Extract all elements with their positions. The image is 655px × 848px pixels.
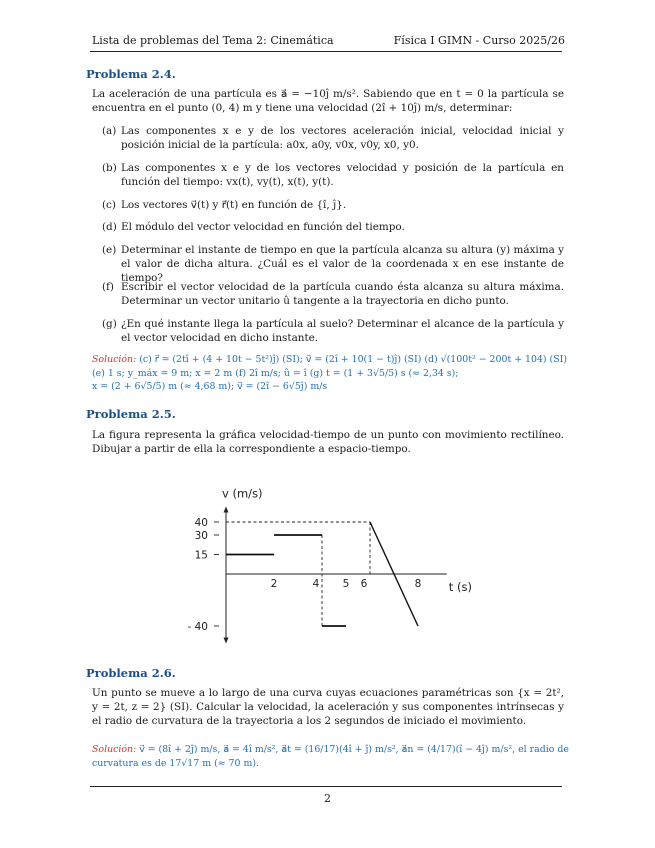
item-text: ¿En qué instante llega la partícula al suelo? Determinar el alcance de la partícula y el vector velocidad en dicho instante. <box>121 318 564 344</box>
solution-label: Solución: <box>92 354 137 365</box>
problem-2-6-solution <box>92 743 569 770</box>
y-axis-label: v (m/s) <box>222 486 263 501</box>
item-label: (d) <box>102 221 117 233</box>
item-label: (a) <box>102 125 117 137</box>
item-text: Las componentes x e y de los vectores aceleración inicial, velocidad inicial y posición inicial de la partícula: a0x, a0y, v0x, v0y, x0, y0. <box>121 125 564 151</box>
x-tick-label-5: 5 <box>342 578 350 590</box>
solution-line-1 <box>92 743 569 757</box>
solution-line-3: x = (2 + 6√5/5) m (≈ 4,68 m); v⃗ = (2î − 6√5ĵ) m/s <box>92 381 328 392</box>
y-tick-label-30: 30 <box>194 530 208 542</box>
item-label: (b) <box>102 162 117 174</box>
item-text: Escribir el vector velocidad de la partícula cuando ésta alcanza su altura máxima. Determinar un vector unitario û tangente a la trayectoria en dicho punto. <box>121 281 564 307</box>
y-axis-arrow-down <box>224 638 229 644</box>
y-axis-arrow-up <box>224 507 229 513</box>
header-right: Física I GIMN - Curso 2025/26 <box>393 34 565 47</box>
solution-line-2: curvatura es de 17√17 m (≈ 70 m). <box>92 757 259 769</box>
x-tick-label-6: 6 <box>360 578 368 590</box>
problem-2-5-statement: La figura representa la gráfica velocidad-tiempo de un punto con movimiento rectilíneo. Dibujar a partir de ella la correspondiente a espacio-tiempo. <box>92 429 564 455</box>
problem-2-4-statement: La aceleración de una partícula es a⃗ = −10ĵ m/s². Sabiendo que en t = 0 la partícula se encuentra en el punto (0, 4) m y tiene una velocidad (2î + 10ĵ) m/s, determinar: <box>92 88 564 114</box>
y-tick-label--40: - 40 <box>188 621 208 633</box>
header-left: Lista de problemas del Tema 2: Cinemática <box>92 34 334 47</box>
solution-line-1 <box>92 353 567 367</box>
problem-2-4-title: Problema 2.4. <box>86 67 176 81</box>
y-tick-label-15: 15 <box>194 549 208 562</box>
header-rule <box>90 51 562 52</box>
solution-text: (c) r⃗ = (2tî + (4 + 10t − 5t²)ĵ) (SI); v⃗ = (2î + 10(1 − t)ĵ) (SI) (d) √(100t² − 200t + 104) (SI) <box>139 354 567 365</box>
item-text: El módulo del vector velocidad en función del tiempo. <box>121 221 405 233</box>
item-label: (e) <box>102 244 117 256</box>
problem-2-6-title: Problema 2.6. <box>86 666 176 680</box>
solution-line-2: (e) 1 s; y_máx = 9 m; x = 2 m (f) 2î m/s; û = î (g) t = (1 + 3√5/5) s (≈ 2,34 s); <box>92 367 459 379</box>
item-label: (f) <box>102 281 114 293</box>
x-tick-label-2: 2 <box>270 578 278 590</box>
item-label: (g) <box>102 318 117 330</box>
velocity-time-graph <box>188 470 488 660</box>
footer-rule <box>90 786 562 787</box>
problem-2-4-solution <box>92 353 567 394</box>
y-tick-label-40: 40 <box>194 517 208 529</box>
x-tick-label-4: 4 <box>312 578 320 590</box>
item-text: Determinar el instante de tiempo en que la partícula alcanza su altura (y) máxima y el valor de dicha altura. ¿Cuál es el valor de la coordenada x en ese instante de tiempo? <box>121 244 564 284</box>
page-number: 2 <box>324 792 331 805</box>
x-axis-label: t (s) <box>448 580 472 594</box>
problem-2-5-title: Problema 2.5. <box>86 407 176 421</box>
problem-2-6-statement: Un punto se mueve a lo largo de una curva cuyas ecuaciones paramétricas son {x = 2t², y = 2t, z = 2} (SI). Calcular la velocidad, la aceleración y sus componentes intrínsecas y el radio de curvatura de la trayectoria a los 2 segundos de iniciado el movimiento. <box>92 687 564 727</box>
x-tick-label-8: 8 <box>414 578 422 590</box>
item-text: Los vectores v⃗(t) y r⃗(t) en función de {î, ĵ}. <box>121 199 347 211</box>
solution-text: v⃗ = (8î + 2ĵ) m/s, a⃗ = 4î m/s², a⃗t = (16/17)(4î + ĵ) m/s², a⃗n = (4/17)(î − 4ĵ) m/s², el radio de <box>139 744 569 755</box>
item-label: (c) <box>102 199 116 211</box>
item-text: Las componentes x e y de los vectores velocidad y posición de la partícula en función del tiempo: vx(t), vy(t), x(t), y(t). <box>121 162 564 188</box>
solution-label: Solución: <box>92 744 137 755</box>
graph-axes <box>224 507 447 644</box>
